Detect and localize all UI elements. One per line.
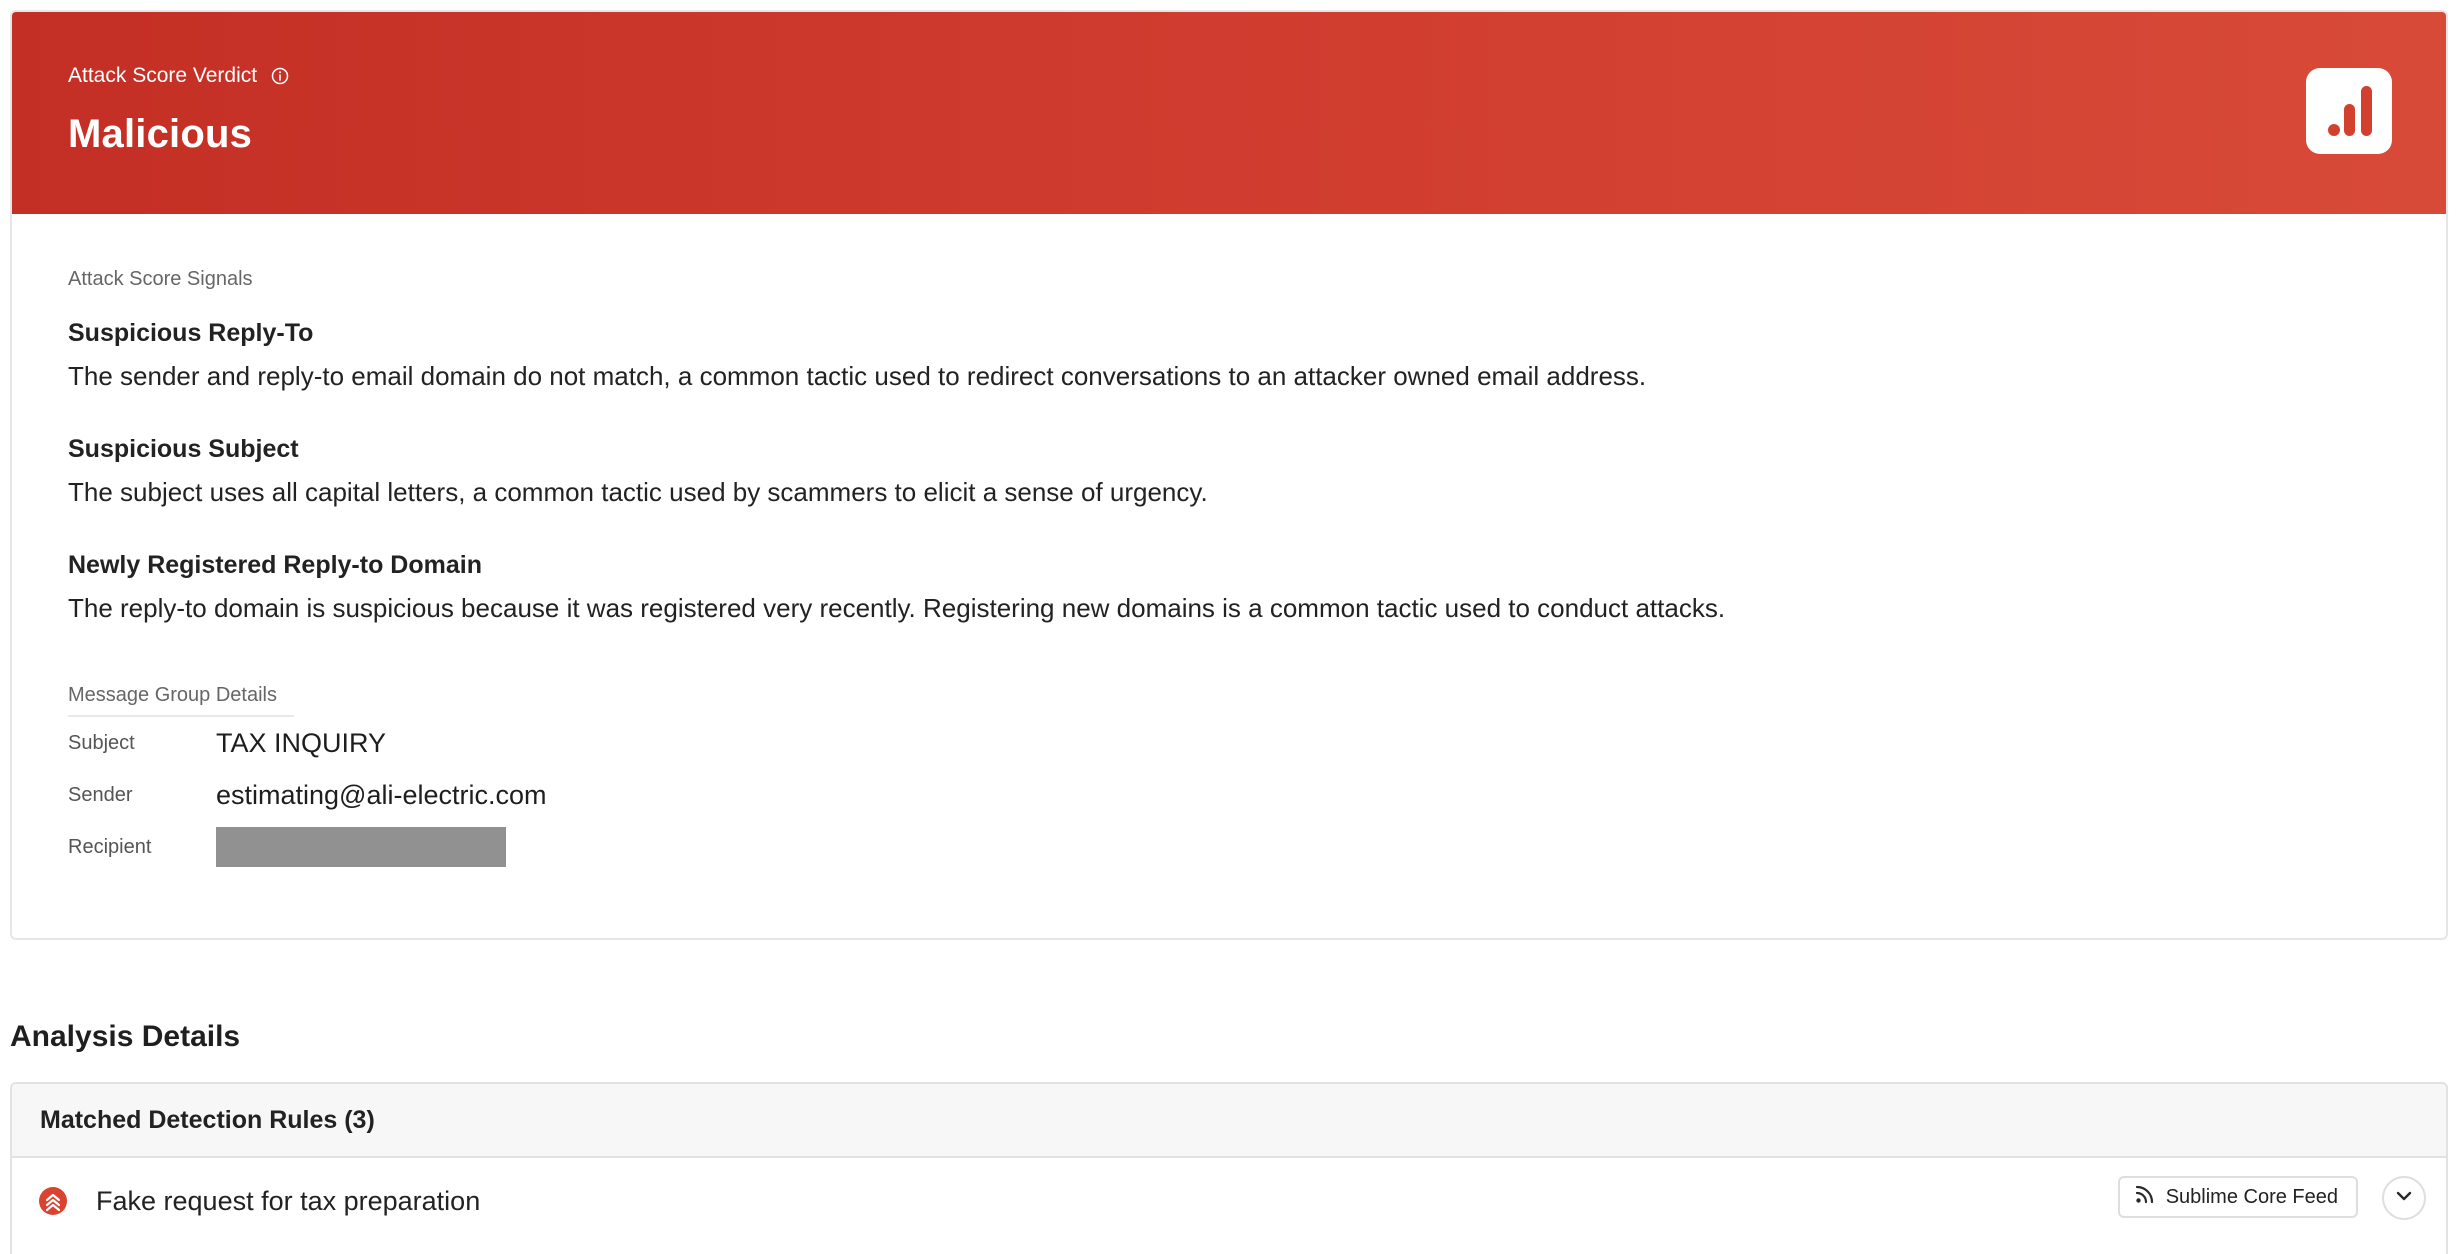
signal-item [68, 433, 2368, 509]
expand-rule-button[interactable] [2382, 1176, 2426, 1220]
subject-value: TAX INQUIRY [216, 727, 387, 758]
rules-header: Matched Detection Rules (3) [12, 1084, 2446, 1158]
message-group-details [68, 684, 547, 873]
sender-row [68, 769, 547, 821]
rss-feed-icon [2134, 1183, 2156, 1211]
subject-key: Subject [68, 731, 135, 754]
bar-chart-icon [2306, 68, 2392, 154]
rule-name[interactable]: Fake request for tax preparation [96, 1185, 481, 1216]
chevron-down-icon [2393, 1185, 2415, 1212]
signal-description: The subject uses all capital letters, a common tactic used by scammers to elicit a sense of urgency. [68, 477, 1208, 507]
signal-item [68, 317, 2368, 393]
verdict-header [12, 12, 2446, 214]
signal-title: Newly Registered Reply-to Domain [68, 551, 482, 579]
recipient-row [68, 821, 547, 873]
attack-score-signals [68, 268, 2368, 625]
signal-title: Suspicious Reply-To [68, 319, 314, 347]
signal-description: The reply-to domain is suspicious because it was registered very recently. Registering new domains is a common tactic used to conduct attacks. [68, 593, 1726, 623]
signal-item [68, 549, 2368, 625]
signal-title: Suspicious Subject [68, 435, 299, 463]
signal-description: The sender and reply-to email domain do not match, a common tactic used to redirect conversations to an attacker owned email address. [68, 361, 1647, 391]
recipient-key: Recipient [68, 835, 152, 858]
sender-value: estimating@ali-electric.com [216, 779, 547, 810]
verdict-label: Attack Score Verdict [68, 64, 258, 87]
verdict-label-row [68, 64, 289, 88]
analysis-details-title: Analysis Details [10, 1020, 241, 1053]
message-group-label: Message Group Details [68, 684, 294, 717]
recipient-redacted [216, 827, 506, 867]
rule-row[interactable] [12, 1158, 2446, 1244]
signals-section-label: Attack Score Signals [68, 268, 253, 290]
feed-label: Sublime Core Feed [2165, 1185, 2338, 1208]
verdict-title: Malicious [68, 112, 253, 156]
subject-row [68, 717, 547, 769]
matched-detection-rules [10, 1082, 2448, 1254]
sublime-core-feed-button[interactable] [2118, 1176, 2358, 1218]
severity-high-icon [38, 1186, 68, 1216]
info-icon[interactable] [271, 67, 289, 85]
sender-key: Sender [68, 783, 133, 806]
verdict-card [10, 10, 2448, 940]
